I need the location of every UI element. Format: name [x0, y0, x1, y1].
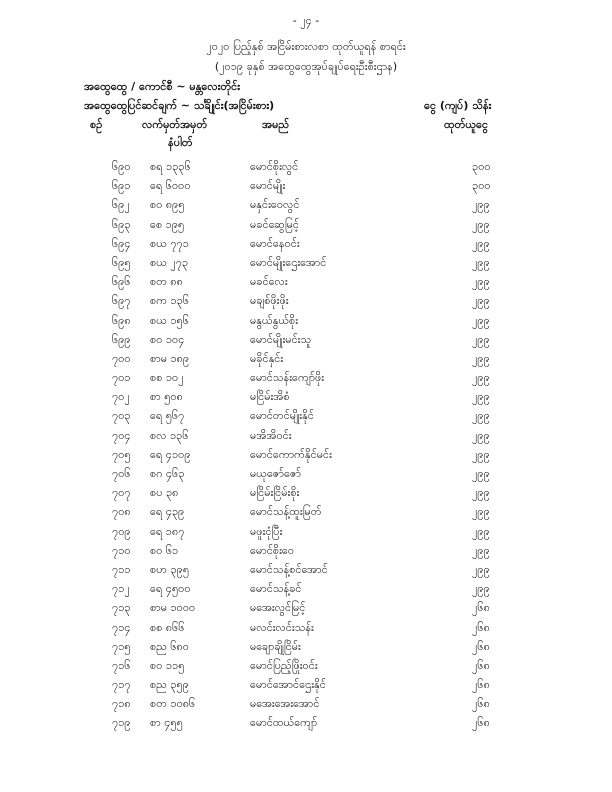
section-line: အထွေထွေပြင်ဆင်ချက် ~ သင်္ချိုင်း(အငြိမ်းစား)	[84, 99, 275, 112]
amount-value: ၂၉၉	[472, 294, 490, 308]
amount-value: ၂၉၉	[472, 236, 490, 250]
table-row	[0, 676, 612, 695]
table-row	[0, 331, 612, 350]
ticket-number: စယ ၂၇၃	[150, 255, 189, 269]
row-number: ၇၀၇	[112, 486, 131, 500]
amount-value: ၂၆၈	[472, 639, 490, 653]
person-name: မောင်စိုးလွင်	[250, 160, 299, 173]
table-body	[0, 158, 612, 734]
ticket-number: စစ ၁၀၂	[150, 371, 184, 385]
table-row	[0, 158, 612, 177]
ticket-number: စယ ၁၅၆	[150, 313, 189, 327]
ticket-number: စတ ၁၀၈၆	[150, 697, 196, 711]
table-row	[0, 465, 612, 484]
row-number: ၆၉၅	[112, 255, 131, 269]
ticket-number: စရ ၁၃၃၆	[150, 160, 191, 173]
amount-value: ၂၉၉	[472, 217, 490, 231]
amount-value: ၂၉၉	[472, 486, 490, 500]
row-number: ၇၀၂	[112, 390, 130, 404]
row-number: ၇၁၃	[112, 601, 131, 615]
row-number: ၆၉၀	[112, 160, 131, 173]
person-name: မခင်ဆွေမြင့်	[250, 217, 299, 231]
table-row	[0, 561, 612, 580]
column-header-ticket-line2: နံပါတ်	[168, 136, 193, 149]
table-row	[0, 523, 612, 542]
person-name: မောင်သန့်ထူးမြတ်	[250, 505, 322, 519]
person-name: မောင်သန့်ခင်	[250, 582, 302, 596]
row-number: ၆၉၂	[112, 198, 130, 212]
row-number: ၆၉၈	[112, 313, 131, 327]
table-row	[0, 619, 612, 638]
person-name: မောင်သန်းကျော်ဖိုး	[250, 371, 325, 385]
amount-value: ၂၉၉	[472, 447, 490, 461]
person-name: မယုဇော်ဇော်	[250, 467, 302, 480]
table-row	[0, 695, 612, 714]
table-row	[0, 657, 612, 676]
table-row	[0, 599, 612, 618]
ticket-number: ရေ ၄၃၉	[150, 505, 185, 519]
row-number: ၇၁၂	[112, 582, 130, 596]
row-number: ၇၀၀	[112, 351, 131, 365]
table-row	[0, 254, 612, 273]
table-row	[0, 196, 612, 215]
ticket-number: စစ ၈၆၆	[150, 620, 185, 634]
amount-value: ၂၉၉	[472, 562, 490, 576]
table-row	[0, 580, 612, 599]
category-line: အထွေထွေ / ကောင်စီ ~ မန္တလေးတိုင်း	[84, 80, 241, 93]
row-number: ၆၉၄	[112, 236, 131, 250]
person-name: မလင်းလင်းသန်း	[250, 620, 314, 634]
row-number: ၇၁၅	[112, 639, 131, 653]
table-row	[0, 235, 612, 254]
ticket-number: စာ ၅၀၈	[150, 390, 183, 404]
row-number: ၇၁၆	[112, 658, 131, 672]
amount-value: ၂၉၉	[472, 524, 490, 538]
person-name: မငြိမ်းအိစံ	[250, 390, 290, 404]
person-name: မောင်မျိုး	[250, 179, 286, 193]
row-number: ၇၀၄	[112, 428, 131, 442]
table-row	[0, 542, 612, 561]
amount-value: ၂၉၉	[472, 467, 490, 480]
amount-value: ၂၆၈	[472, 620, 490, 634]
amount-unit-label: ငွေ (ကျပ်) သိန်း	[424, 99, 492, 112]
ticket-number: စက ၁၃၆	[150, 294, 190, 308]
amount-value: ၃၀၀	[472, 179, 491, 193]
row-number: ၆၉၃	[112, 217, 131, 231]
row-number: ၆၉၆	[112, 275, 131, 289]
amount-value: ၂၉၉	[472, 255, 490, 269]
row-number: ၇၀၅	[112, 447, 131, 461]
ticket-number: စဝ ၁၀၄	[150, 332, 185, 346]
table-row	[0, 388, 612, 407]
ticket-number: ရေ ၄၁၀၉	[150, 447, 191, 461]
person-name: မောင်ထယ်ကျော်	[250, 716, 318, 730]
row-number: ၇၀၉	[112, 524, 131, 538]
row-number: ၇၁၄	[112, 620, 131, 634]
person-name: မောင်စိုးဝေ	[250, 543, 295, 557]
person-name: မောင်သန့်စင်အောင်	[250, 562, 328, 576]
amount-value: ၂၉၉	[472, 332, 490, 346]
ticket-number: စဝ ၈၉၅	[150, 198, 185, 212]
ticket-number: စည ၃၅၉	[150, 678, 189, 692]
person-name: မောင်မျိုးမင်းသူ	[250, 332, 312, 346]
ticket-number: စဟ ၃၉၅	[150, 562, 190, 576]
row-number: ၇၁၀	[112, 543, 131, 557]
person-name: မအေးလွင်မြင့်	[250, 601, 306, 615]
ticket-number: စတ ၈၈	[150, 275, 183, 289]
person-name: မခင်လေး	[250, 275, 288, 289]
amount-value: ၂၉၉	[472, 390, 490, 404]
table-row	[0, 427, 612, 446]
amount-value: ၂၉၉	[472, 582, 490, 596]
row-number: ၆၉၇	[112, 294, 131, 308]
table-row	[0, 369, 612, 388]
person-name: မခိုင်နှင်း	[250, 351, 284, 365]
column-header-amount: ထုတ်ယူငွေ	[444, 118, 489, 131]
row-number: ၇၀၃	[112, 409, 131, 423]
amount-value: ၂၆၈	[472, 716, 490, 730]
row-number: ၇၁၉	[112, 716, 131, 730]
table-row	[0, 714, 612, 733]
person-name: မအိအိဝင်း	[250, 428, 292, 442]
amount-value: ၂၆၈	[472, 678, 490, 692]
ticket-number: စာ ၄၅၅	[150, 716, 183, 730]
person-name: မောင်ကောက်နိုင်မင်း	[250, 447, 332, 461]
person-name: မအေးအေးအောင်	[250, 697, 320, 711]
person-name: မောင်တင်မျိုးနိုင်	[250, 409, 314, 423]
person-name: မငြိမ်းငြိမ်းစိုး	[250, 486, 300, 500]
page-number: - ၂၄ -	[292, 14, 320, 27]
amount-value: ၂၉၉	[472, 505, 490, 519]
person-name: မောင်မျိုးဌေးအောင်	[250, 255, 327, 269]
row-number: ၆၉၁	[112, 179, 131, 193]
person-name: မနွယ်နွယ်စိုး	[250, 313, 298, 327]
ticket-number: စာမ ၁၈၉	[150, 351, 190, 365]
person-name: မောင်ပြည့်ဖြိုးဝင်း	[250, 658, 318, 672]
column-header-ticket: လက်မှတ်အမှတ်	[142, 118, 208, 131]
table-row	[0, 484, 612, 503]
amount-value: ၂၉၉	[472, 351, 490, 365]
table-row	[0, 273, 612, 292]
ticket-number: စဂ ၄၆၃	[150, 467, 185, 480]
person-name: မချစ်ဖိုးဖိုး	[250, 294, 289, 308]
ticket-number: စဝ ၆၁	[150, 543, 179, 557]
ticket-number: စပ ၃၈	[150, 486, 179, 500]
column-header-name: အမည်	[262, 118, 290, 131]
amount-value: ၂၉၉	[472, 428, 490, 442]
table-row	[0, 177, 612, 196]
amount-value: ၂၉၉	[472, 409, 490, 423]
row-number: ၇၀၆	[112, 467, 131, 480]
table-row	[0, 312, 612, 331]
table-row	[0, 292, 612, 311]
amount-value: ၂၉၉	[472, 371, 490, 385]
table-row	[0, 216, 612, 235]
table-row	[0, 503, 612, 522]
person-name: မောင်နေဝင်း	[250, 236, 300, 250]
column-header-no: စဉ်	[90, 118, 103, 131]
amount-value: ၂၆၈	[472, 658, 490, 672]
ticket-number: ရေ ၅၆၇	[150, 409, 185, 423]
amount-value: ၂၉၉	[472, 198, 490, 212]
ticket-number: စယ ၇၇၁	[150, 236, 189, 250]
row-number: ၇၁၇	[112, 678, 131, 692]
amount-value: ၂၆၈	[472, 601, 490, 615]
row-number: ၇၁၁	[112, 562, 131, 576]
ticket-number: ရေ ၆၀၀၀	[150, 179, 191, 193]
amount-value: ၂၆၈	[472, 697, 490, 711]
ticket-number: စေ ၁၉၅	[150, 217, 185, 231]
ticket-number: စည ၆၈၀	[150, 639, 189, 653]
amount-value: ၂၉၉	[472, 543, 490, 557]
ticket-number: စဝ ၁၁၅	[150, 658, 185, 672]
amount-value: ၃၀၀	[472, 160, 491, 173]
person-name: မဖူးငုံပြီး	[250, 524, 283, 538]
ticket-number: ရေ ၁၈၇	[150, 524, 185, 538]
person-name: မနှင်းဝေလွင်	[250, 198, 300, 212]
person-name: မောင်အောင်ဌေးနိုင်	[250, 678, 326, 692]
amount-value: ၂၉၉	[472, 275, 490, 289]
amount-value: ၂၉၉	[472, 313, 490, 327]
table-row	[0, 638, 612, 657]
ticket-number: စလ ၁၃၆	[150, 428, 189, 442]
ticket-number: ရေ ၄၅၀၀	[150, 582, 191, 596]
row-number: ၇၀၁	[112, 371, 131, 385]
document-title: ၂၀၂၀ ပြည့်နှစ် အငြိမ်းစားလစာ ထုတ်ယူရန် စာရင်း	[206, 40, 406, 53]
ticket-number: စာမ ၁၀၀၀	[150, 601, 196, 615]
row-number: ၇၁၈	[112, 697, 131, 711]
table-row	[0, 407, 612, 426]
table-row	[0, 350, 612, 369]
row-number: ၇၀၈	[112, 505, 131, 519]
document-subtitle: (၂၀၁၉ ခုနှစ် အထွေထွေအုပ်ချုပ်ရေးဦးစီးဌာန)	[214, 60, 398, 73]
table-row	[0, 446, 612, 465]
row-number: ၆၉၉	[112, 332, 131, 346]
person-name: မချောချိုငြိမ်း	[250, 639, 301, 653]
